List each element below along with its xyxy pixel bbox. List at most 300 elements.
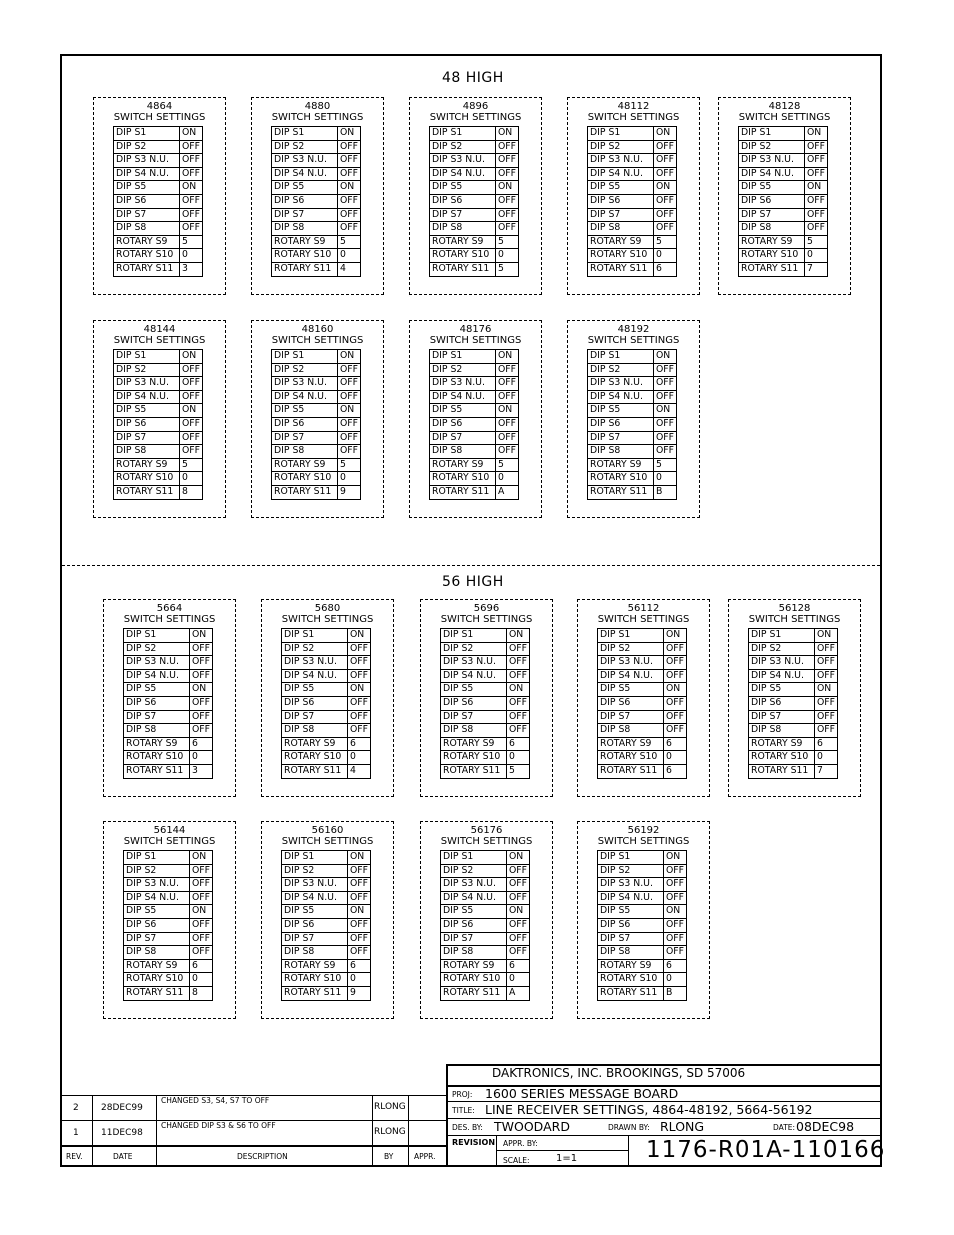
switch-row [739, 140, 828, 154]
card-model-number: 56192 [627, 825, 660, 836]
switch-value: OFF [347, 642, 370, 656]
switch-label: DIP S6 [272, 194, 338, 208]
switch-label: ROTARY S11 [282, 764, 348, 778]
proj-label: PROJ: [452, 1090, 473, 1099]
switch-row [588, 194, 677, 208]
switch-row [739, 249, 828, 263]
switch-value: OFF [653, 154, 676, 168]
switch-row [441, 864, 530, 878]
switch-value: OFF [179, 445, 202, 459]
switch-row [282, 905, 371, 919]
rev-description: CHANGED S3, S4, S7 TO OFF [161, 1096, 270, 1105]
switch-table [597, 628, 687, 779]
switch-value: OFF [179, 222, 202, 236]
switch-label: DIP S4 N.U. [124, 891, 190, 905]
switch-row [124, 973, 213, 987]
switch-label: DIP S8 [114, 445, 180, 459]
switch-row [124, 946, 213, 960]
switch-value: 6 [189, 959, 212, 973]
switch-settings-card [251, 320, 384, 518]
switch-row [739, 222, 828, 236]
switch-row [430, 222, 519, 236]
switch-value: ON [653, 350, 676, 364]
switch-value: ON [506, 851, 529, 865]
switch-label: DIP S3 N.U. [114, 154, 180, 168]
switch-label: ROTARY S9 [441, 959, 507, 973]
switch-label: DIP S1 [598, 851, 664, 865]
switch-value: OFF [337, 431, 360, 445]
switch-value: OFF [495, 222, 518, 236]
switch-value: ON [337, 127, 360, 141]
switch-value: OFF [506, 864, 529, 878]
switch-label: ROTARY S10 [598, 973, 664, 987]
switch-value: OFF [337, 140, 360, 154]
rev-date: 11DEC98 [101, 1128, 143, 1138]
switch-value: 6 [189, 737, 212, 751]
switch-table [440, 628, 530, 779]
switch-row [272, 485, 361, 499]
switch-row [114, 127, 203, 141]
switch-row [598, 656, 687, 670]
switch-row [272, 235, 361, 249]
switch-label: ROTARY S9 [588, 235, 654, 249]
switch-row [749, 629, 838, 643]
switch-row [282, 669, 371, 683]
switch-value: OFF [347, 918, 370, 932]
switch-row [114, 208, 203, 222]
switch-row [282, 629, 371, 643]
switch-table [281, 628, 371, 779]
switch-label: DIP S1 [749, 629, 815, 643]
switch-label: DIP S8 [114, 222, 180, 236]
switch-label: ROTARY S11 [588, 485, 654, 499]
switch-label: DIP S1 [430, 350, 496, 364]
switch-value: OFF [804, 154, 827, 168]
switch-row [114, 140, 203, 154]
switch-label: ROTARY S10 [272, 249, 338, 263]
switch-label: DIP S3 N.U. [430, 154, 496, 168]
switch-label: ROTARY S10 [588, 249, 654, 263]
switch-label: ROTARY S10 [430, 472, 496, 486]
switch-row [749, 683, 838, 697]
switch-settings-card [409, 320, 542, 518]
switch-row [430, 431, 519, 445]
switch-value: OFF [814, 710, 837, 724]
switch-label: DIP S1 [114, 350, 180, 364]
switch-table [597, 850, 687, 1001]
revision-label: REVISION [452, 1138, 496, 1147]
card-model-number: 56176 [470, 825, 503, 836]
switch-row [739, 235, 828, 249]
switch-value: OFF [663, 932, 686, 946]
switch-row [430, 363, 519, 377]
switch-value: ON [804, 127, 827, 141]
switch-label: DIP S6 [282, 696, 348, 710]
switch-value: ON [347, 629, 370, 643]
switch-label: DIP S3 N.U. [114, 377, 180, 391]
switch-value: OFF [495, 194, 518, 208]
section-title-48-high: 48 HIGH [442, 70, 504, 86]
switch-value: OFF [189, 918, 212, 932]
switch-label: ROTARY S11 [430, 485, 496, 499]
switch-label: DIP S2 [430, 140, 496, 154]
switch-value: OFF [663, 724, 686, 738]
switch-label: DIP S7 [441, 932, 507, 946]
switch-value: OFF [337, 390, 360, 404]
switch-row [114, 377, 203, 391]
switch-row [282, 710, 371, 724]
switch-label: DIP S6 [114, 194, 180, 208]
switch-row [749, 669, 838, 683]
switch-row [114, 154, 203, 168]
switch-row [272, 350, 361, 364]
switch-label: DIP S6 [114, 417, 180, 431]
switch-label: DIP S3 N.U. [124, 878, 190, 892]
switch-label: DIP S4 N.U. [124, 669, 190, 683]
switch-row [588, 458, 677, 472]
switch-label: DIP S7 [114, 208, 180, 222]
switch-label: DIP S4 N.U. [272, 390, 338, 404]
card-subtitle: SWITCH SETTINGS [113, 335, 206, 346]
switch-label: ROTARY S10 [739, 249, 805, 263]
switch-label: DIP S6 [598, 696, 664, 710]
switch-label: DIP S3 N.U. [598, 878, 664, 892]
switch-label: ROTARY S9 [124, 737, 190, 751]
switch-row [430, 445, 519, 459]
switch-label: DIP S6 [739, 194, 805, 208]
switch-value: 7 [804, 262, 827, 276]
title-label: TITLE: [452, 1106, 475, 1115]
switch-row [114, 181, 203, 195]
switch-value: OFF [663, 696, 686, 710]
switch-label: DIP S3 N.U. [749, 656, 815, 670]
switch-label: ROTARY S9 [441, 737, 507, 751]
switch-table [123, 628, 213, 779]
switch-label: DIP S6 [272, 417, 338, 431]
switch-label: ROTARY S10 [749, 751, 815, 765]
switch-row [749, 737, 838, 751]
switch-label: DIP S4 N.U. [430, 167, 496, 181]
switch-row [598, 696, 687, 710]
switch-row [588, 181, 677, 195]
switch-row [124, 629, 213, 643]
switch-row [588, 140, 677, 154]
switch-label: ROTARY S11 [598, 986, 664, 1000]
switch-row [430, 249, 519, 263]
switch-table [271, 349, 361, 500]
switch-value: 0 [663, 751, 686, 765]
switch-row [272, 262, 361, 276]
switch-row [124, 918, 213, 932]
switch-row [272, 390, 361, 404]
switch-row [124, 932, 213, 946]
switch-row [588, 127, 677, 141]
company-name: DAKTRONICS, INC. BROOKINGS, SD 57006 [492, 1066, 746, 1080]
switch-row [124, 891, 213, 905]
switch-value: ON [653, 127, 676, 141]
switch-table [440, 850, 530, 1001]
switch-label: DIP S2 [441, 642, 507, 656]
switch-value: OFF [653, 390, 676, 404]
switch-label: DIP S6 [430, 417, 496, 431]
switch-label: ROTARY S9 [739, 235, 805, 249]
switch-row [272, 377, 361, 391]
switch-label: ROTARY S9 [124, 959, 190, 973]
switch-row [272, 458, 361, 472]
switch-row [114, 222, 203, 236]
switch-value: OFF [653, 377, 676, 391]
switch-row [282, 878, 371, 892]
switch-label: DIP S7 [441, 710, 507, 724]
switch-row [124, 710, 213, 724]
switch-row [430, 154, 519, 168]
switch-value: B [663, 986, 686, 1000]
switch-label: ROTARY S9 [114, 458, 180, 472]
switch-value: 9 [347, 986, 370, 1000]
switch-row [272, 417, 361, 431]
switch-value: ON [495, 127, 518, 141]
switch-value: OFF [347, 710, 370, 724]
card-model-number: 5696 [473, 603, 500, 614]
card-model-number: 4864 [146, 101, 173, 112]
switch-row [124, 669, 213, 683]
switch-row [114, 363, 203, 377]
switch-label: DIP S7 [272, 431, 338, 445]
switch-label: ROTARY S11 [114, 262, 180, 276]
card-subtitle: SWITCH SETTINGS [587, 112, 680, 123]
switch-value: OFF [495, 390, 518, 404]
switch-row [598, 932, 687, 946]
switch-value: OFF [804, 140, 827, 154]
switch-row [588, 249, 677, 263]
switch-label: DIP S7 [282, 710, 348, 724]
switch-label: DIP S6 [588, 417, 654, 431]
switch-label: DIP S2 [282, 642, 348, 656]
switch-label: DIP S3 N.U. [739, 154, 805, 168]
card-model-number: 48160 [301, 324, 334, 335]
switch-row [124, 751, 213, 765]
switch-table [587, 349, 677, 500]
switch-value: 0 [663, 973, 686, 987]
switch-label: DIP S8 [282, 724, 348, 738]
rev-description: CHANGED DIP S3 & S6 TO OFF [161, 1121, 276, 1130]
switch-label: DIP S8 [272, 222, 338, 236]
switch-label: DIP S1 [114, 127, 180, 141]
switch-value: 8 [179, 485, 202, 499]
switch-label: ROTARY S9 [598, 737, 664, 751]
switch-label: ROTARY S9 [598, 959, 664, 973]
card-subtitle: SWITCH SETTINGS [281, 614, 374, 625]
switch-label: DIP S2 [272, 363, 338, 377]
switch-label: ROTARY S11 [272, 262, 338, 276]
switch-value: OFF [495, 154, 518, 168]
switch-value: ON [663, 905, 686, 919]
switch-row [430, 472, 519, 486]
switch-value: OFF [337, 363, 360, 377]
card-model-number: 56144 [153, 825, 186, 836]
switch-row [739, 262, 828, 276]
switch-value: OFF [189, 656, 212, 670]
switch-value: 8 [189, 986, 212, 1000]
approved-by-label: APPR. BY: [503, 1139, 538, 1148]
switch-label: ROTARY S11 [588, 262, 654, 276]
switch-row [272, 472, 361, 486]
switch-value: OFF [506, 878, 529, 892]
switch-label: DIP S1 [282, 851, 348, 865]
switch-value: OFF [653, 222, 676, 236]
switch-value: OFF [663, 642, 686, 656]
switch-settings-card [728, 599, 861, 797]
switch-label: DIP S2 [430, 363, 496, 377]
switch-label: DIP S3 N.U. [430, 377, 496, 391]
switch-label: DIP S5 [282, 683, 348, 697]
switch-row [598, 851, 687, 865]
switch-label: DIP S7 [114, 431, 180, 445]
switch-value: OFF [189, 696, 212, 710]
switch-table [587, 126, 677, 277]
switch-label: DIP S1 [739, 127, 805, 141]
switch-row [272, 140, 361, 154]
switch-value: OFF [495, 417, 518, 431]
switch-row [282, 851, 371, 865]
switch-label: ROTARY S10 [282, 973, 348, 987]
switch-value: 6 [506, 959, 529, 973]
switch-value: OFF [179, 140, 202, 154]
switch-value: ON [189, 905, 212, 919]
switch-value: ON [804, 181, 827, 195]
switch-row [588, 472, 677, 486]
switch-row [588, 235, 677, 249]
switch-value: ON [179, 350, 202, 364]
switch-value: 6 [663, 959, 686, 973]
switch-label: DIP S5 [598, 905, 664, 919]
switch-value: OFF [506, 696, 529, 710]
switch-value: OFF [189, 642, 212, 656]
card-subtitle: SWITCH SETTINGS [738, 112, 831, 123]
rev-date: 28DEC99 [101, 1103, 143, 1113]
switch-label: DIP S8 [441, 946, 507, 960]
switch-value: A [495, 485, 518, 499]
switch-row [282, 959, 371, 973]
switch-value: ON [179, 127, 202, 141]
switch-row [430, 262, 519, 276]
switch-value: OFF [179, 363, 202, 377]
switch-label: DIP S4 N.U. [114, 390, 180, 404]
switch-value: 0 [337, 472, 360, 486]
switch-row [739, 154, 828, 168]
switch-row [114, 472, 203, 486]
switch-label: ROTARY S10 [124, 751, 190, 765]
switch-value: OFF [495, 140, 518, 154]
switch-value: OFF [347, 864, 370, 878]
switch-label: ROTARY S10 [272, 472, 338, 486]
switch-row [282, 918, 371, 932]
card-subtitle: SWITCH SETTINGS [597, 614, 690, 625]
switch-label: DIP S6 [441, 696, 507, 710]
switch-row [739, 208, 828, 222]
switch-row [282, 683, 371, 697]
project-name: 1600 SERIES MESSAGE BOARD [485, 1086, 679, 1101]
switch-value: ON [506, 629, 529, 643]
switch-label: DIP S7 [430, 208, 496, 222]
date-label: DATE: [773, 1123, 796, 1132]
switch-label: ROTARY S11 [749, 764, 815, 778]
switch-row [588, 431, 677, 445]
switch-value: 5 [804, 235, 827, 249]
switch-table [429, 126, 519, 277]
switch-value: 5 [495, 262, 518, 276]
switch-value: ON [663, 683, 686, 697]
switch-row [739, 194, 828, 208]
switch-value: OFF [347, 696, 370, 710]
switch-settings-card [577, 821, 710, 1019]
switch-row [124, 656, 213, 670]
switch-value: OFF [337, 208, 360, 222]
switch-value: 0 [506, 973, 529, 987]
switch-value: 5 [337, 458, 360, 472]
switch-row [430, 404, 519, 418]
switch-label: DIP S5 [272, 181, 338, 195]
switch-row [598, 642, 687, 656]
switch-value: OFF [337, 154, 360, 168]
card-model-number: 4896 [462, 101, 489, 112]
switch-label: DIP S4 N.U. [282, 669, 348, 683]
card-subtitle: SWITCH SETTINGS [429, 112, 522, 123]
switch-value: OFF [653, 431, 676, 445]
switch-row [124, 878, 213, 892]
switch-label: DIP S3 N.U. [272, 377, 338, 391]
switch-value: 5 [653, 235, 676, 249]
switch-row [282, 724, 371, 738]
switch-row [598, 669, 687, 683]
switch-label: DIP S6 [282, 918, 348, 932]
switch-value: ON [347, 905, 370, 919]
switch-row [598, 959, 687, 973]
card-subtitle: SWITCH SETTINGS [271, 112, 364, 123]
switch-value: ON [495, 404, 518, 418]
designed-by-label: DES. BY: [452, 1123, 483, 1132]
switch-row [282, 696, 371, 710]
card-model-number: 5680 [314, 603, 341, 614]
switch-value: 0 [179, 472, 202, 486]
switch-value: OFF [663, 669, 686, 683]
switch-value: OFF [814, 669, 837, 683]
switch-label: DIP S4 N.U. [598, 669, 664, 683]
switch-label: DIP S3 N.U. [282, 878, 348, 892]
switch-value: ON [337, 181, 360, 195]
switch-row [598, 737, 687, 751]
switch-value: 6 [506, 737, 529, 751]
switch-label: DIP S6 [124, 696, 190, 710]
switch-value: OFF [179, 377, 202, 391]
switch-row [441, 959, 530, 973]
switch-value: OFF [189, 669, 212, 683]
switch-label: ROTARY S10 [430, 249, 496, 263]
switch-label: DIP S2 [588, 140, 654, 154]
switch-value: ON [179, 181, 202, 195]
switch-row [441, 751, 530, 765]
card-model-number: 48192 [617, 324, 650, 335]
switch-row [124, 724, 213, 738]
switch-value: OFF [179, 390, 202, 404]
switch-label: DIP S5 [441, 683, 507, 697]
switch-value: OFF [653, 208, 676, 222]
switch-value: 0 [804, 249, 827, 263]
switch-value: 0 [179, 249, 202, 263]
switch-row [272, 363, 361, 377]
switch-value: OFF [179, 194, 202, 208]
switch-label: ROTARY S11 [114, 485, 180, 499]
